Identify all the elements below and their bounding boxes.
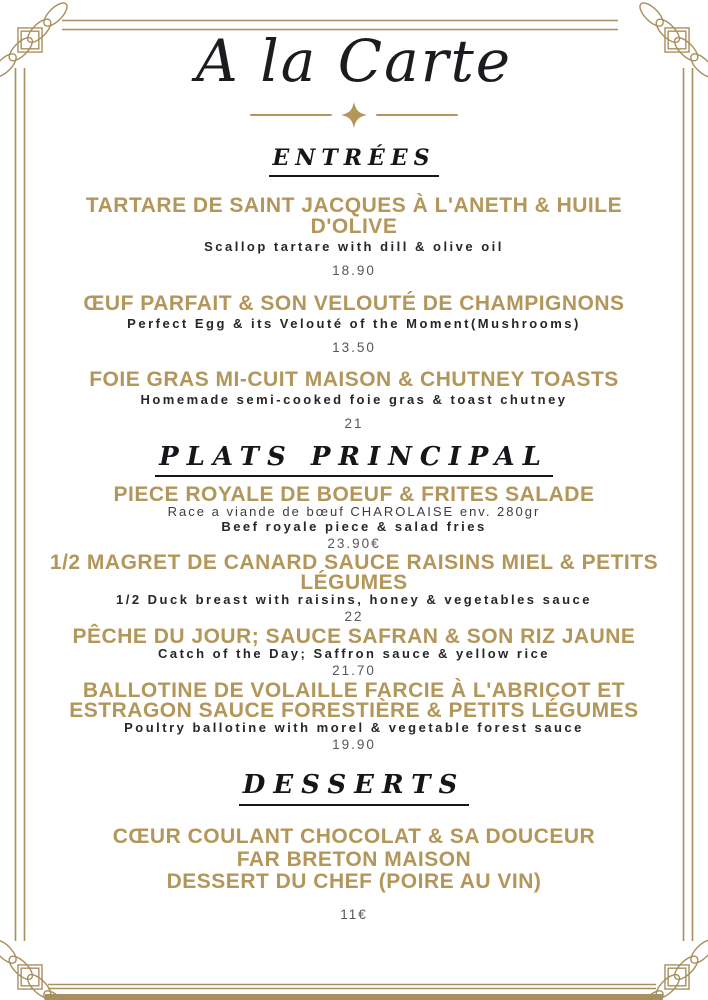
section-heading-desserts: DESSERTS — [0, 770, 708, 805]
dish-name-line: DESSERT DU CHEF (POIRE AU VIN) — [166, 870, 542, 894]
dish-name: ŒUF PARFAIT & SON VELOUTÉ DE CHAMPIGNONS — [83, 291, 625, 315]
section-plats-principal — [0, 442, 708, 752]
dish-price: 21 — [344, 416, 364, 432]
dish-name-line: CŒUR COULANT CHOCOLAT & SA DOUCEUR — [112, 824, 596, 848]
dish-name-line: FAR BRETON MAISON — [236, 847, 472, 871]
bottom-band — [45, 994, 663, 1000]
dish-subnote: Race a viande de bœuf CHAROLAISE env. 280gr — [167, 504, 541, 520]
dish-description: Scallop tartare with dill & olive oil — [204, 238, 504, 254]
dish-name: BALLOTINE DE VOLAILLE FARCIE À L'ABRICOT ET ESTRAGON SAUCE FORESTIÈRE & PETITS LÉGUMES — [69, 678, 639, 722]
menu-item — [0, 485, 708, 551]
dish-description: Catch of the Day; Saffron sauce & yellow rice — [157, 646, 551, 662]
dish-name: 1/2 MAGRET DE CANARD SAUCE RAISINS MIEL & PETITS LÉGUMES — [49, 551, 659, 595]
menu-item — [0, 369, 708, 432]
section-heading-entrees: ENTRÉES — [0, 145, 708, 177]
dish-name: FOIE GRAS MI-CUIT MAISON & CHUTNEY TOASTS — [89, 368, 619, 392]
dish-description: 1/2 Duck breast with raisins, honey & vegetables sauce — [115, 592, 593, 608]
menu-item — [0, 293, 708, 356]
dish-price: 13.50 — [332, 339, 376, 355]
corner-knot-icon — [629, 929, 708, 1000]
corner-knot-icon — [0, 929, 78, 1000]
dish-price: 11€ — [340, 907, 368, 923]
dish-price: 23.90€ — [327, 535, 381, 551]
dish-description: Beef royale piece & salad fries — [221, 518, 487, 534]
menu-item — [0, 678, 708, 753]
dish-name — [44, 826, 664, 895]
dish-description: Perfect Egg & its Velouté of the Moment(Mushrooms) — [127, 315, 581, 331]
dish-name: PIECE ROYALE DE BOEUF & FRITES SALADE — [113, 483, 595, 507]
dish-price: 21.70 — [332, 662, 376, 678]
section-desserts — [0, 770, 708, 923]
page-title: A la Carte — [195, 27, 513, 95]
sparkle-divider-icon — [249, 101, 459, 129]
dish-price: 19.90 — [332, 736, 376, 752]
menu-item — [0, 553, 708, 625]
dish-name: PÊCHE DU JOUR; SAUCE SAFRAN & SON RIZ JAUNE — [72, 625, 636, 649]
dish-description: Poultry ballotine with morel & vegetable forest sauce — [124, 719, 584, 735]
section-heading-plats: PLATS PRINCIPAL — [0, 442, 708, 477]
menu-item — [0, 195, 708, 279]
dish-price: 22 — [344, 609, 364, 625]
dish-price: 18.90 — [332, 262, 376, 278]
dish-name: TARTARE DE SAINT JACQUES À L'ANETH & HUILE D'OLIVE — [85, 193, 623, 238]
section-entrees — [0, 145, 708, 432]
menu-item — [0, 627, 708, 679]
menu-item — [0, 826, 708, 924]
dish-description: Homemade semi-cooked foie gras & toast chutney — [140, 392, 568, 408]
